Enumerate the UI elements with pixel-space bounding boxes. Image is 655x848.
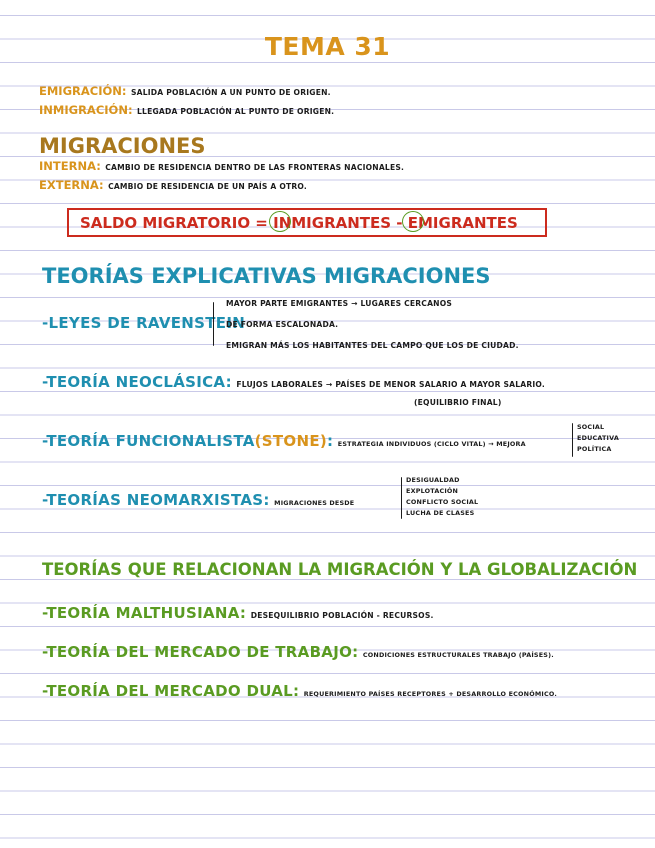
- funcionalista-author: (STONE): [254, 432, 328, 450]
- desde-option: DESIGUALDAD: [406, 476, 460, 484]
- circled-prefix-e: [408, 214, 418, 232]
- definition-text: CAMBIO DE RESIDENCIA DE UN PAÍS A OTRO.: [108, 182, 307, 191]
- saldo-inmigrantes-rest: MIGRANTES -: [291, 214, 403, 232]
- definition-term: EMIGRACIÓN:: [39, 84, 127, 98]
- funcionalista-label: -TEORÍA FUNCIONALISTA: [42, 432, 255, 450]
- mercado-trabajo-row: [42, 643, 554, 662]
- ravenstein-point: MAYOR PARTE EMIGRANTES → LUGARES CERCANOS: [226, 299, 453, 308]
- curly-brace: [401, 477, 402, 519]
- curly-brace: [572, 423, 573, 457]
- definition-text: SALIDA POBLACIÓN A UN PUNTO DE ORIGEN.: [130, 88, 331, 97]
- neomarxistas-text: MIGRACIONES DESDE: [274, 499, 355, 507]
- globalizacion-theory-text: DESEQUILIBRIO POBLACIÓN - RECURSOS.: [250, 611, 434, 620]
- green-circle: [402, 211, 424, 232]
- mejora-option: EDUCATIVA: [577, 434, 619, 442]
- green-circle: [269, 211, 291, 232]
- funcionalista-row: [42, 432, 526, 451]
- funcionalista-text: ESTRATEGIA INDIVIDUOS (CICLO VITAL) → MEJORA: [337, 440, 526, 448]
- ravenstein-point: DE FORMA ESCALONADA.: [226, 320, 339, 329]
- neoclasica-text: FLUJOS LABORALES → PAÍSES DE MENOR SALARIO A MAYOR SALARIO.: [236, 380, 545, 389]
- definition-inmigracion: [39, 101, 334, 119]
- page-title: TEMA 31: [264, 32, 391, 61]
- globalizacion-theory-label: -TEORÍA MALTHUSIANA:: [42, 604, 247, 622]
- explicativas-heading: TEORÍAS EXPLICATIVAS MIGRACIONES: [42, 264, 491, 288]
- circled-prefix-in: [273, 214, 291, 232]
- neoclasica-label: -TEORÍA NEOCLÁSICA:: [42, 373, 232, 391]
- neoclasica-row: [42, 373, 545, 392]
- neomarxistas-label: -TEORÍAS NEOMARXISTAS:: [42, 491, 270, 509]
- mercado-dual-row: [42, 682, 557, 701]
- migracion-interna: [39, 157, 404, 175]
- circled-text: IN: [273, 214, 292, 232]
- malthusiana-row: [42, 604, 434, 623]
- mejora-option: SOCIAL: [577, 423, 605, 431]
- desde-option: EXPLOTACIÓN: [406, 487, 459, 495]
- globalizacion-theory-text: REQUERIMIENTO PAÍSES RECEPTORES + DESARROLLO ECONÓMICO.: [303, 690, 557, 698]
- desde-option: LUCHA DE CLASES: [406, 509, 475, 517]
- ravenstein-label: -LEYES DE RAVENSTEIN: [42, 314, 246, 332]
- neoclasica-note: (EQUILIBRIO FINAL): [414, 398, 502, 407]
- globalizacion-theory-label: -TEORÍA DEL MERCADO DUAL:: [42, 682, 300, 700]
- desde-option: CONFLICTO SOCIAL: [406, 498, 479, 506]
- saldo-left: SALDO MIGRATORIO =: [80, 214, 268, 232]
- neomarxistas-row: [42, 491, 354, 510]
- definition-emigracion: [39, 82, 331, 100]
- migraciones-heading: MIGRACIONES: [39, 134, 206, 158]
- curly-brace: [213, 302, 214, 346]
- funcionalista-colon: :: [327, 432, 334, 450]
- definition-term: INMIGRACIÓN:: [39, 103, 133, 117]
- definition-term: EXTERNA:: [39, 178, 104, 192]
- definition-text: CAMBIO DE RESIDENCIA DENTRO DE LAS FRONTERAS NACIONALES.: [105, 163, 405, 172]
- globalizacion-theory-label: -TEORÍA DEL MERCADO DE TRABAJO:: [42, 643, 359, 661]
- globalizacion-theory-text: CONDICIONES ESTRUCTURALES TRABAJO (PAÍSES).: [362, 651, 554, 659]
- definition-text: LLEGADA POBLACIÓN AL PUNTO DE ORIGEN.: [137, 107, 335, 116]
- circled-text: E: [407, 214, 418, 232]
- saldo-emigrantes-rest: MIGRANTES: [418, 214, 518, 232]
- globalizacion-heading: TEORÍAS QUE RELACIONAN LA MIGRACIÓN Y LA GLOBALIZACIÓN: [42, 560, 638, 579]
- migracion-externa: [39, 176, 307, 194]
- definition-term: INTERNA:: [39, 159, 101, 173]
- ravenstein-point: EMIGRAN MÁS LOS HABITANTES DEL CAMPO QUE LOS DE CIUDAD.: [226, 341, 519, 350]
- mejora-option: POLÍTICA: [577, 445, 612, 453]
- saldo-formula: [80, 214, 518, 232]
